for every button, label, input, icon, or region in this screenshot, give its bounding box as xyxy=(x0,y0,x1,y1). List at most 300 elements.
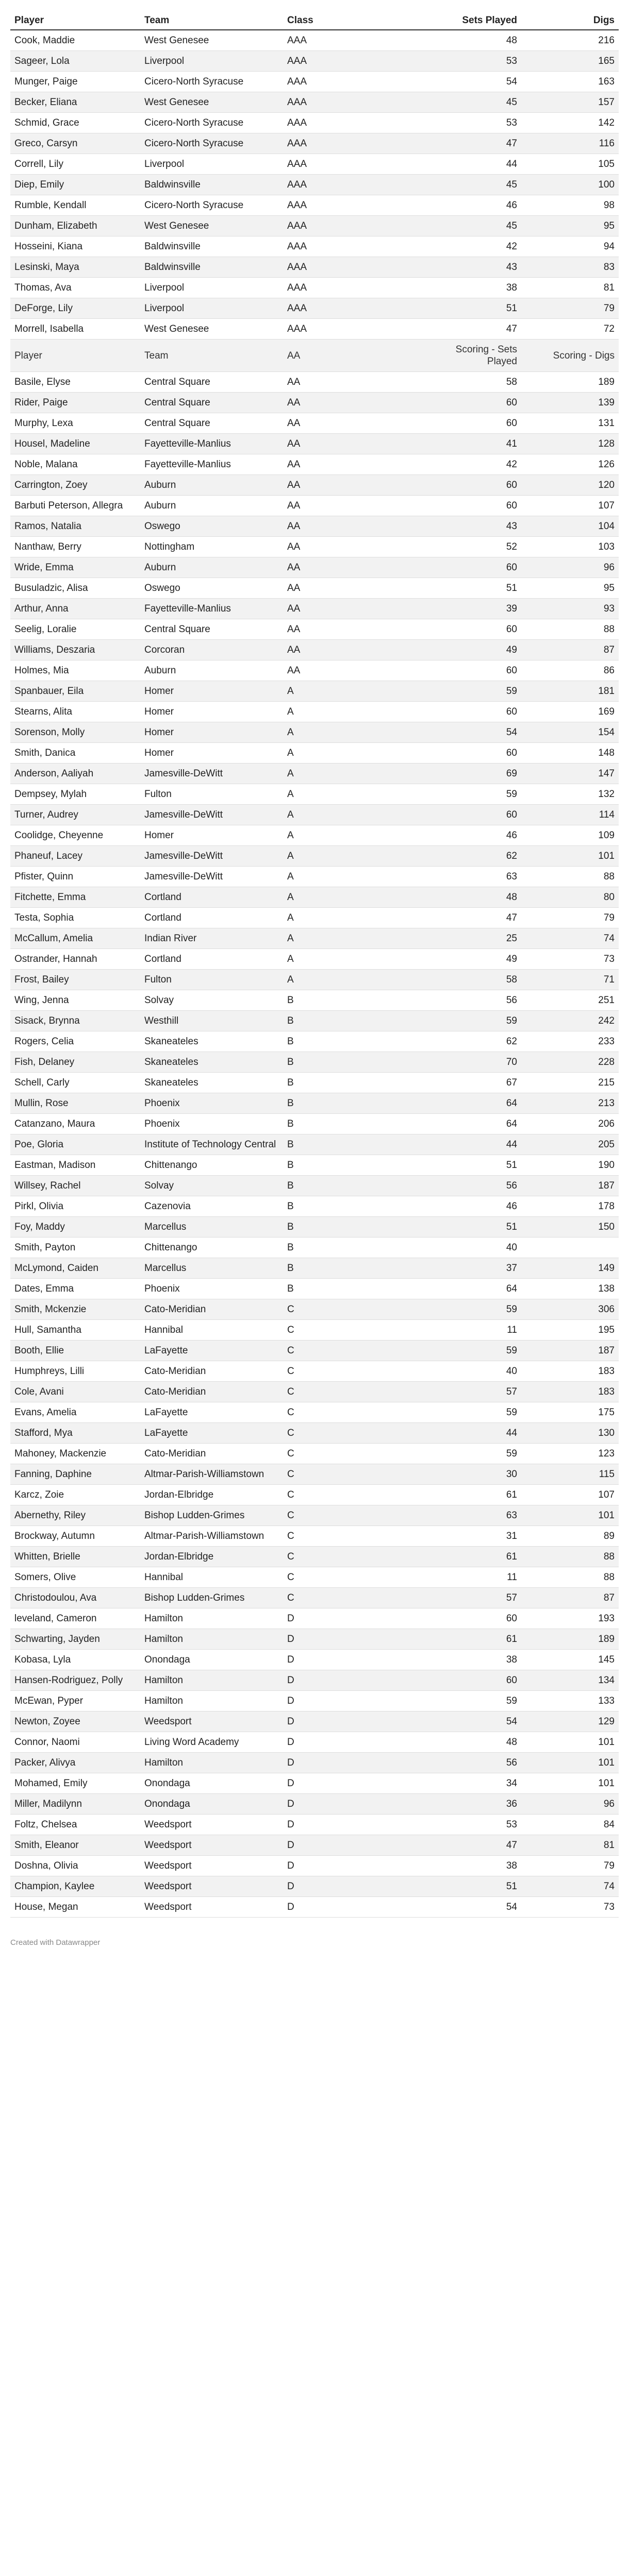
cell-class: AA xyxy=(283,340,422,372)
table-row xyxy=(10,413,619,434)
cell-sets-played: 63 xyxy=(422,1505,521,1526)
cell-player: Dempsey, Mylah xyxy=(10,784,140,805)
cell-sets-played: 56 xyxy=(422,1753,521,1773)
cell-team: Hamilton xyxy=(140,1629,283,1650)
cell-sets-played: 56 xyxy=(422,990,521,1011)
cell-player: Thomas, Ava xyxy=(10,278,140,298)
cell-class: A xyxy=(283,764,422,784)
cell-player: Sorenson, Molly xyxy=(10,722,140,743)
cell-class: B xyxy=(283,1217,422,1238)
cell-class: D xyxy=(283,1650,422,1670)
table-row xyxy=(10,1320,619,1341)
cell-player: Sageer, Lola xyxy=(10,51,140,72)
cell-team: Chittenango xyxy=(140,1238,283,1258)
cell-class: B xyxy=(283,1279,422,1299)
cell-player: Abernethy, Riley xyxy=(10,1505,140,1526)
column-header-class[interactable]: Class xyxy=(283,10,422,30)
cell-player: Smith, Danica xyxy=(10,743,140,764)
table-row xyxy=(10,475,619,496)
cell-team: Baldwinsville xyxy=(140,236,283,257)
cell-player: Nanthaw, Berry xyxy=(10,537,140,557)
cell-team: Skaneateles xyxy=(140,1052,283,1073)
cell-digs: 89 xyxy=(521,1526,619,1547)
table-row xyxy=(10,599,619,619)
cell-class: C xyxy=(283,1341,422,1361)
cell-digs: 129 xyxy=(521,1711,619,1732)
table-row xyxy=(10,681,619,702)
cell-player: Miller, Madilynn xyxy=(10,1794,140,1815)
cell-class: A xyxy=(283,928,422,949)
cell-digs: 187 xyxy=(521,1341,619,1361)
cell-player: Diep, Emily xyxy=(10,175,140,195)
cell-sets-played: 47 xyxy=(422,908,521,928)
cell-digs: 72 xyxy=(521,319,619,340)
cell-team: LaFayette xyxy=(140,1341,283,1361)
cell-class: C xyxy=(283,1382,422,1402)
table-row xyxy=(10,1876,619,1897)
cell-team: Institute of Technology Central xyxy=(140,1134,283,1155)
cell-team: Jordan-Elbridge xyxy=(140,1547,283,1567)
cell-digs: 74 xyxy=(521,1876,619,1897)
cell-player: Testa, Sophia xyxy=(10,908,140,928)
cell-class: C xyxy=(283,1444,422,1464)
cell-player: Becker, Eliana xyxy=(10,92,140,113)
cell-class: C xyxy=(283,1299,422,1320)
table-row xyxy=(10,578,619,599)
cell-player: Whitten, Brielle xyxy=(10,1547,140,1567)
cell-digs: 134 xyxy=(521,1670,619,1691)
cell-class: AA xyxy=(283,475,422,496)
cell-class: A xyxy=(283,908,422,928)
cell-sets-played: 59 xyxy=(422,1341,521,1361)
table-row xyxy=(10,1423,619,1444)
cell-player: Fish, Delaney xyxy=(10,1052,140,1073)
cell-team: Westhill xyxy=(140,1011,283,1031)
table-row xyxy=(10,557,619,578)
cell-team: Cicero-North Syracuse xyxy=(140,195,283,216)
cell-team: Jamesville-DeWitt xyxy=(140,764,283,784)
cell-digs: 74 xyxy=(521,928,619,949)
table-row xyxy=(10,784,619,805)
cell-team: Altmar-Parish-Williamstown xyxy=(140,1464,283,1485)
cell-team: Oswego xyxy=(140,578,283,599)
cell-team: Weedsport xyxy=(140,1897,283,1918)
cell-sets-played: 59 xyxy=(422,1444,521,1464)
table-body xyxy=(10,30,619,1918)
cell-sets-played: 54 xyxy=(422,1711,521,1732)
column-header-team[interactable]: Team xyxy=(140,10,283,30)
cell-sets-played: 60 xyxy=(422,702,521,722)
cell-class: A xyxy=(283,805,422,825)
table-row xyxy=(10,1773,619,1794)
cell-class: D xyxy=(283,1691,422,1711)
cell-player: Ramos, Natalia xyxy=(10,516,140,537)
cell-team: Hamilton xyxy=(140,1670,283,1691)
cell-player: Correll, Lily xyxy=(10,154,140,175)
cell-digs: 123 xyxy=(521,1444,619,1464)
cell-sets-played: 45 xyxy=(422,175,521,195)
table-row xyxy=(10,216,619,236)
cell-sets-played: 45 xyxy=(422,216,521,236)
cell-team: Onondaga xyxy=(140,1773,283,1794)
cell-digs: 71 xyxy=(521,970,619,990)
cell-sets-played: 60 xyxy=(422,619,521,640)
cell-team: Jamesville-DeWitt xyxy=(140,846,283,867)
column-header-digs[interactable]: Digs xyxy=(521,10,619,30)
cell-team: West Genesee xyxy=(140,30,283,51)
cell-team: Weedsport xyxy=(140,1856,283,1876)
cell-sets-played: 42 xyxy=(422,454,521,475)
cell-digs: 242 xyxy=(521,1011,619,1031)
cell-sets-played: 36 xyxy=(422,1794,521,1815)
cell-player: Hansen-Rodriguez, Polly xyxy=(10,1670,140,1691)
cell-sets-played: 61 xyxy=(422,1485,521,1505)
cell-sets-played: 59 xyxy=(422,1011,521,1031)
cell-class: D xyxy=(283,1876,422,1897)
cell-sets-played: 53 xyxy=(422,1815,521,1835)
cell-sets-played: 38 xyxy=(422,1650,521,1670)
cell-class: AAA xyxy=(283,154,422,175)
cell-player: Mahoney, Mackenzie xyxy=(10,1444,140,1464)
table-row xyxy=(10,1382,619,1402)
cell-class: B xyxy=(283,1011,422,1031)
table-row xyxy=(10,1052,619,1073)
cell-sets-played: 60 xyxy=(422,475,521,496)
cell-class: B xyxy=(283,1238,422,1258)
cell-digs: 190 xyxy=(521,1155,619,1176)
digs-table xyxy=(10,10,619,1918)
cell-class: AA xyxy=(283,537,422,557)
cell-class: AAA xyxy=(283,236,422,257)
cell-class: B xyxy=(283,1052,422,1073)
cell-team: Marcellus xyxy=(140,1217,283,1238)
cell-class: A xyxy=(283,722,422,743)
cell-sets-played: 59 xyxy=(422,1691,521,1711)
cell-player: Basile, Elyse xyxy=(10,372,140,393)
cell-class: C xyxy=(283,1320,422,1341)
cell-class: AA xyxy=(283,557,422,578)
cell-digs: 105 xyxy=(521,154,619,175)
table-row xyxy=(10,113,619,133)
cell-sets-played: 46 xyxy=(422,195,521,216)
cell-digs: 88 xyxy=(521,619,619,640)
cell-digs xyxy=(521,1238,619,1258)
cell-digs: 87 xyxy=(521,1588,619,1608)
cell-class: AAA xyxy=(283,216,422,236)
cell-team: Fayetteville-Manlius xyxy=(140,434,283,454)
cell-class: AAA xyxy=(283,175,422,195)
cell-digs: 101 xyxy=(521,846,619,867)
cell-digs: 139 xyxy=(521,393,619,413)
table-row xyxy=(10,372,619,393)
cell-sets-played: 47 xyxy=(422,133,521,154)
cell-player: Foltz, Chelsea xyxy=(10,1815,140,1835)
table-row xyxy=(10,805,619,825)
cell-player: Rumble, Kendall xyxy=(10,195,140,216)
table-row xyxy=(10,970,619,990)
cell-team: West Genesee xyxy=(140,92,283,113)
cell-class: B xyxy=(283,1073,422,1093)
column-header-player[interactable]: Player xyxy=(10,10,140,30)
cell-sets-played: 57 xyxy=(422,1588,521,1608)
cell-class: A xyxy=(283,784,422,805)
cell-digs: 93 xyxy=(521,599,619,619)
cell-team: Jordan-Elbridge xyxy=(140,1485,283,1505)
cell-team: Baldwinsville xyxy=(140,175,283,195)
cell-class: AAA xyxy=(283,113,422,133)
cell-team: Jamesville-DeWitt xyxy=(140,805,283,825)
cell-class: C xyxy=(283,1423,422,1444)
cell-sets-played: 57 xyxy=(422,1382,521,1402)
cell-player: Holmes, Mia xyxy=(10,660,140,681)
cell-sets-played: 44 xyxy=(422,1134,521,1155)
cell-class: C xyxy=(283,1505,422,1526)
cell-player: Brockway, Autumn xyxy=(10,1526,140,1547)
cell-class: AAA xyxy=(283,133,422,154)
cell-class: AAA xyxy=(283,319,422,340)
cell-player: Williams, Deszaria xyxy=(10,640,140,660)
cell-team: Bishop Ludden-Grimes xyxy=(140,1505,283,1526)
cell-digs: 86 xyxy=(521,660,619,681)
cell-digs: 142 xyxy=(521,113,619,133)
cell-digs: 178 xyxy=(521,1196,619,1217)
cell-digs: 88 xyxy=(521,1547,619,1567)
cell-team: Homer xyxy=(140,722,283,743)
cell-digs: 165 xyxy=(521,51,619,72)
cell-class: AAA xyxy=(283,278,422,298)
table-row xyxy=(10,1897,619,1918)
cell-player: Frost, Bailey xyxy=(10,970,140,990)
cell-digs: 183 xyxy=(521,1382,619,1402)
cell-class: C xyxy=(283,1361,422,1382)
cell-player: Schmid, Grace xyxy=(10,113,140,133)
cell-sets-played: 45 xyxy=(422,92,521,113)
cell-digs: 233 xyxy=(521,1031,619,1052)
table-row xyxy=(10,949,619,970)
cell-team: Fulton xyxy=(140,970,283,990)
cell-class: A xyxy=(283,970,422,990)
cell-sets-played: 46 xyxy=(422,825,521,846)
cell-digs: 169 xyxy=(521,702,619,722)
cell-sets-played: 51 xyxy=(422,298,521,319)
cell-digs: 81 xyxy=(521,278,619,298)
cell-digs: 79 xyxy=(521,298,619,319)
cell-team: Altmar-Parish-Williamstown xyxy=(140,1526,283,1547)
cell-player: Kobasa, Lyla xyxy=(10,1650,140,1670)
table-row xyxy=(10,1114,619,1134)
cell-team: Cicero-North Syracuse xyxy=(140,133,283,154)
cell-class: D xyxy=(283,1753,422,1773)
cell-sets-played: 49 xyxy=(422,949,521,970)
cell-class: B xyxy=(283,1114,422,1134)
column-header-sets-played[interactable]: Sets Played xyxy=(422,10,521,30)
cell-player: leveland, Cameron xyxy=(10,1608,140,1629)
cell-digs: 79 xyxy=(521,1856,619,1876)
cell-player: Phaneuf, Lacey xyxy=(10,846,140,867)
cell-sets-played: 54 xyxy=(422,1897,521,1918)
cell-team: Living Word Academy xyxy=(140,1732,283,1753)
cell-sets-played: 31 xyxy=(422,1526,521,1547)
table-row xyxy=(10,702,619,722)
cell-class: AAA xyxy=(283,30,422,51)
cell-class: C xyxy=(283,1547,422,1567)
cell-class: AAA xyxy=(283,298,422,319)
table-row xyxy=(10,257,619,278)
cell-team: Central Square xyxy=(140,372,283,393)
cell-player: Eastman, Madison xyxy=(10,1155,140,1176)
cell-player: Sisack, Brynna xyxy=(10,1011,140,1031)
cell-sets-played: 25 xyxy=(422,928,521,949)
cell-sets-played: 48 xyxy=(422,887,521,908)
cell-team: Hannibal xyxy=(140,1320,283,1341)
cell-player: Hosseini, Kiana xyxy=(10,236,140,257)
cell-digs: 95 xyxy=(521,216,619,236)
cell-sets-played: 48 xyxy=(422,30,521,51)
cell-player: Arthur, Anna xyxy=(10,599,140,619)
cell-class: A xyxy=(283,887,422,908)
table-row xyxy=(10,743,619,764)
attribution-footer: Created with Datawrapper xyxy=(10,1938,101,1947)
cell-class: AA xyxy=(283,413,422,434)
cell-class: AA xyxy=(283,660,422,681)
cell-team: Homer xyxy=(140,743,283,764)
cell-class: D xyxy=(283,1608,422,1629)
cell-team: Cato-Meridian xyxy=(140,1361,283,1382)
cell-class: D xyxy=(283,1732,422,1753)
cell-sets-played: 42 xyxy=(422,236,521,257)
cell-class: B xyxy=(283,1196,422,1217)
table-row xyxy=(10,319,619,340)
cell-class: AAA xyxy=(283,257,422,278)
cell-sets-played: 47 xyxy=(422,1835,521,1856)
cell-team: Marcellus xyxy=(140,1258,283,1279)
table-row xyxy=(10,1299,619,1320)
cell-class: D xyxy=(283,1856,422,1876)
cell-digs: 95 xyxy=(521,578,619,599)
cell-digs: 157 xyxy=(521,92,619,113)
cell-player: McLymond, Caiden xyxy=(10,1258,140,1279)
cell-team: LaFayette xyxy=(140,1423,283,1444)
cell-digs: 107 xyxy=(521,1485,619,1505)
cell-sets-played: 38 xyxy=(422,1856,521,1876)
cell-class: AA xyxy=(283,496,422,516)
cell-sets-played: 59 xyxy=(422,784,521,805)
cell-digs: 145 xyxy=(521,1650,619,1670)
cell-player: Morrell, Isabella xyxy=(10,319,140,340)
cell-team: Skaneateles xyxy=(140,1073,283,1093)
cell-player: Schwarting, Jayden xyxy=(10,1629,140,1650)
table-row xyxy=(10,1341,619,1361)
cell-player: Somers, Olive xyxy=(10,1567,140,1588)
cell-digs: 103 xyxy=(521,537,619,557)
cell-player: Christodoulou, Ava xyxy=(10,1588,140,1608)
cell-sets-played: 46 xyxy=(422,1196,521,1217)
cell-class: D xyxy=(283,1815,422,1835)
cell-digs: 120 xyxy=(521,475,619,496)
cell-team: Liverpool xyxy=(140,298,283,319)
cell-digs: 216 xyxy=(521,30,619,51)
cell-class: D xyxy=(283,1897,422,1918)
table-row xyxy=(10,1547,619,1567)
cell-digs: 94 xyxy=(521,236,619,257)
cell-player: Champion, Kaylee xyxy=(10,1876,140,1897)
cell-class: AA xyxy=(283,578,422,599)
cell-team: Onondaga xyxy=(140,1650,283,1670)
table-row xyxy=(10,1444,619,1464)
cell-team: Nottingham xyxy=(140,537,283,557)
cell-player: Cook, Maddie xyxy=(10,30,140,51)
cell-class: C xyxy=(283,1485,422,1505)
cell-digs: 107 xyxy=(521,496,619,516)
cell-team: Weedsport xyxy=(140,1711,283,1732)
cell-player: Seelig, Loralie xyxy=(10,619,140,640)
cell-team: West Genesee xyxy=(140,319,283,340)
cell-sets-played: 54 xyxy=(422,722,521,743)
cell-player: Player xyxy=(10,340,140,372)
cell-team: Hamilton xyxy=(140,1753,283,1773)
cell-player: Evans, Amelia xyxy=(10,1402,140,1423)
cell-digs: 104 xyxy=(521,516,619,537)
table-row xyxy=(10,660,619,681)
cell-digs: 116 xyxy=(521,133,619,154)
cell-digs: 228 xyxy=(521,1052,619,1073)
cell-digs: 96 xyxy=(521,557,619,578)
cell-sets-played: 39 xyxy=(422,599,521,619)
cell-digs: 73 xyxy=(521,949,619,970)
cell-sets-played: 60 xyxy=(422,1608,521,1629)
cell-class: B xyxy=(283,1134,422,1155)
cell-team: Hannibal xyxy=(140,1567,283,1588)
table-row xyxy=(10,1505,619,1526)
cell-player: Carrington, Zoey xyxy=(10,475,140,496)
cell-sets-played: 69 xyxy=(422,764,521,784)
cell-team: Auburn xyxy=(140,660,283,681)
cell-sets-played: 60 xyxy=(422,413,521,434)
cell-team: Fayetteville-Manlius xyxy=(140,454,283,475)
cell-sets-played: 62 xyxy=(422,846,521,867)
cell-team: Hamilton xyxy=(140,1608,283,1629)
table-row xyxy=(10,51,619,72)
cell-sets-played: 51 xyxy=(422,1155,521,1176)
table-row xyxy=(10,1073,619,1093)
cell-player: Hull, Samantha xyxy=(10,1320,140,1341)
cell-class: A xyxy=(283,702,422,722)
cell-player: Smith, Payton xyxy=(10,1238,140,1258)
cell-digs: 251 xyxy=(521,990,619,1011)
cell-class: A xyxy=(283,867,422,887)
table-row xyxy=(10,1485,619,1505)
cell-sets-played: 11 xyxy=(422,1320,521,1341)
cell-team: Weedsport xyxy=(140,1835,283,1856)
cell-sets-played: 44 xyxy=(422,1423,521,1444)
cell-class: C xyxy=(283,1588,422,1608)
cell-sets-played: 43 xyxy=(422,257,521,278)
cell-class: A xyxy=(283,846,422,867)
cell-player: Rogers, Celia xyxy=(10,1031,140,1052)
table-row xyxy=(10,175,619,195)
cell-team: Central Square xyxy=(140,393,283,413)
cell-digs: 138 xyxy=(521,1279,619,1299)
cell-player: Fanning, Daphine xyxy=(10,1464,140,1485)
table-row xyxy=(10,1608,619,1629)
cell-digs: 189 xyxy=(521,1629,619,1650)
cell-team: Fayetteville-Manlius xyxy=(140,599,283,619)
cell-team: Onondaga xyxy=(140,1794,283,1815)
cell-player: House, Megan xyxy=(10,1897,140,1918)
cell-team: Cortland xyxy=(140,887,283,908)
cell-team: Phoenix xyxy=(140,1114,283,1134)
table-row xyxy=(10,1526,619,1547)
